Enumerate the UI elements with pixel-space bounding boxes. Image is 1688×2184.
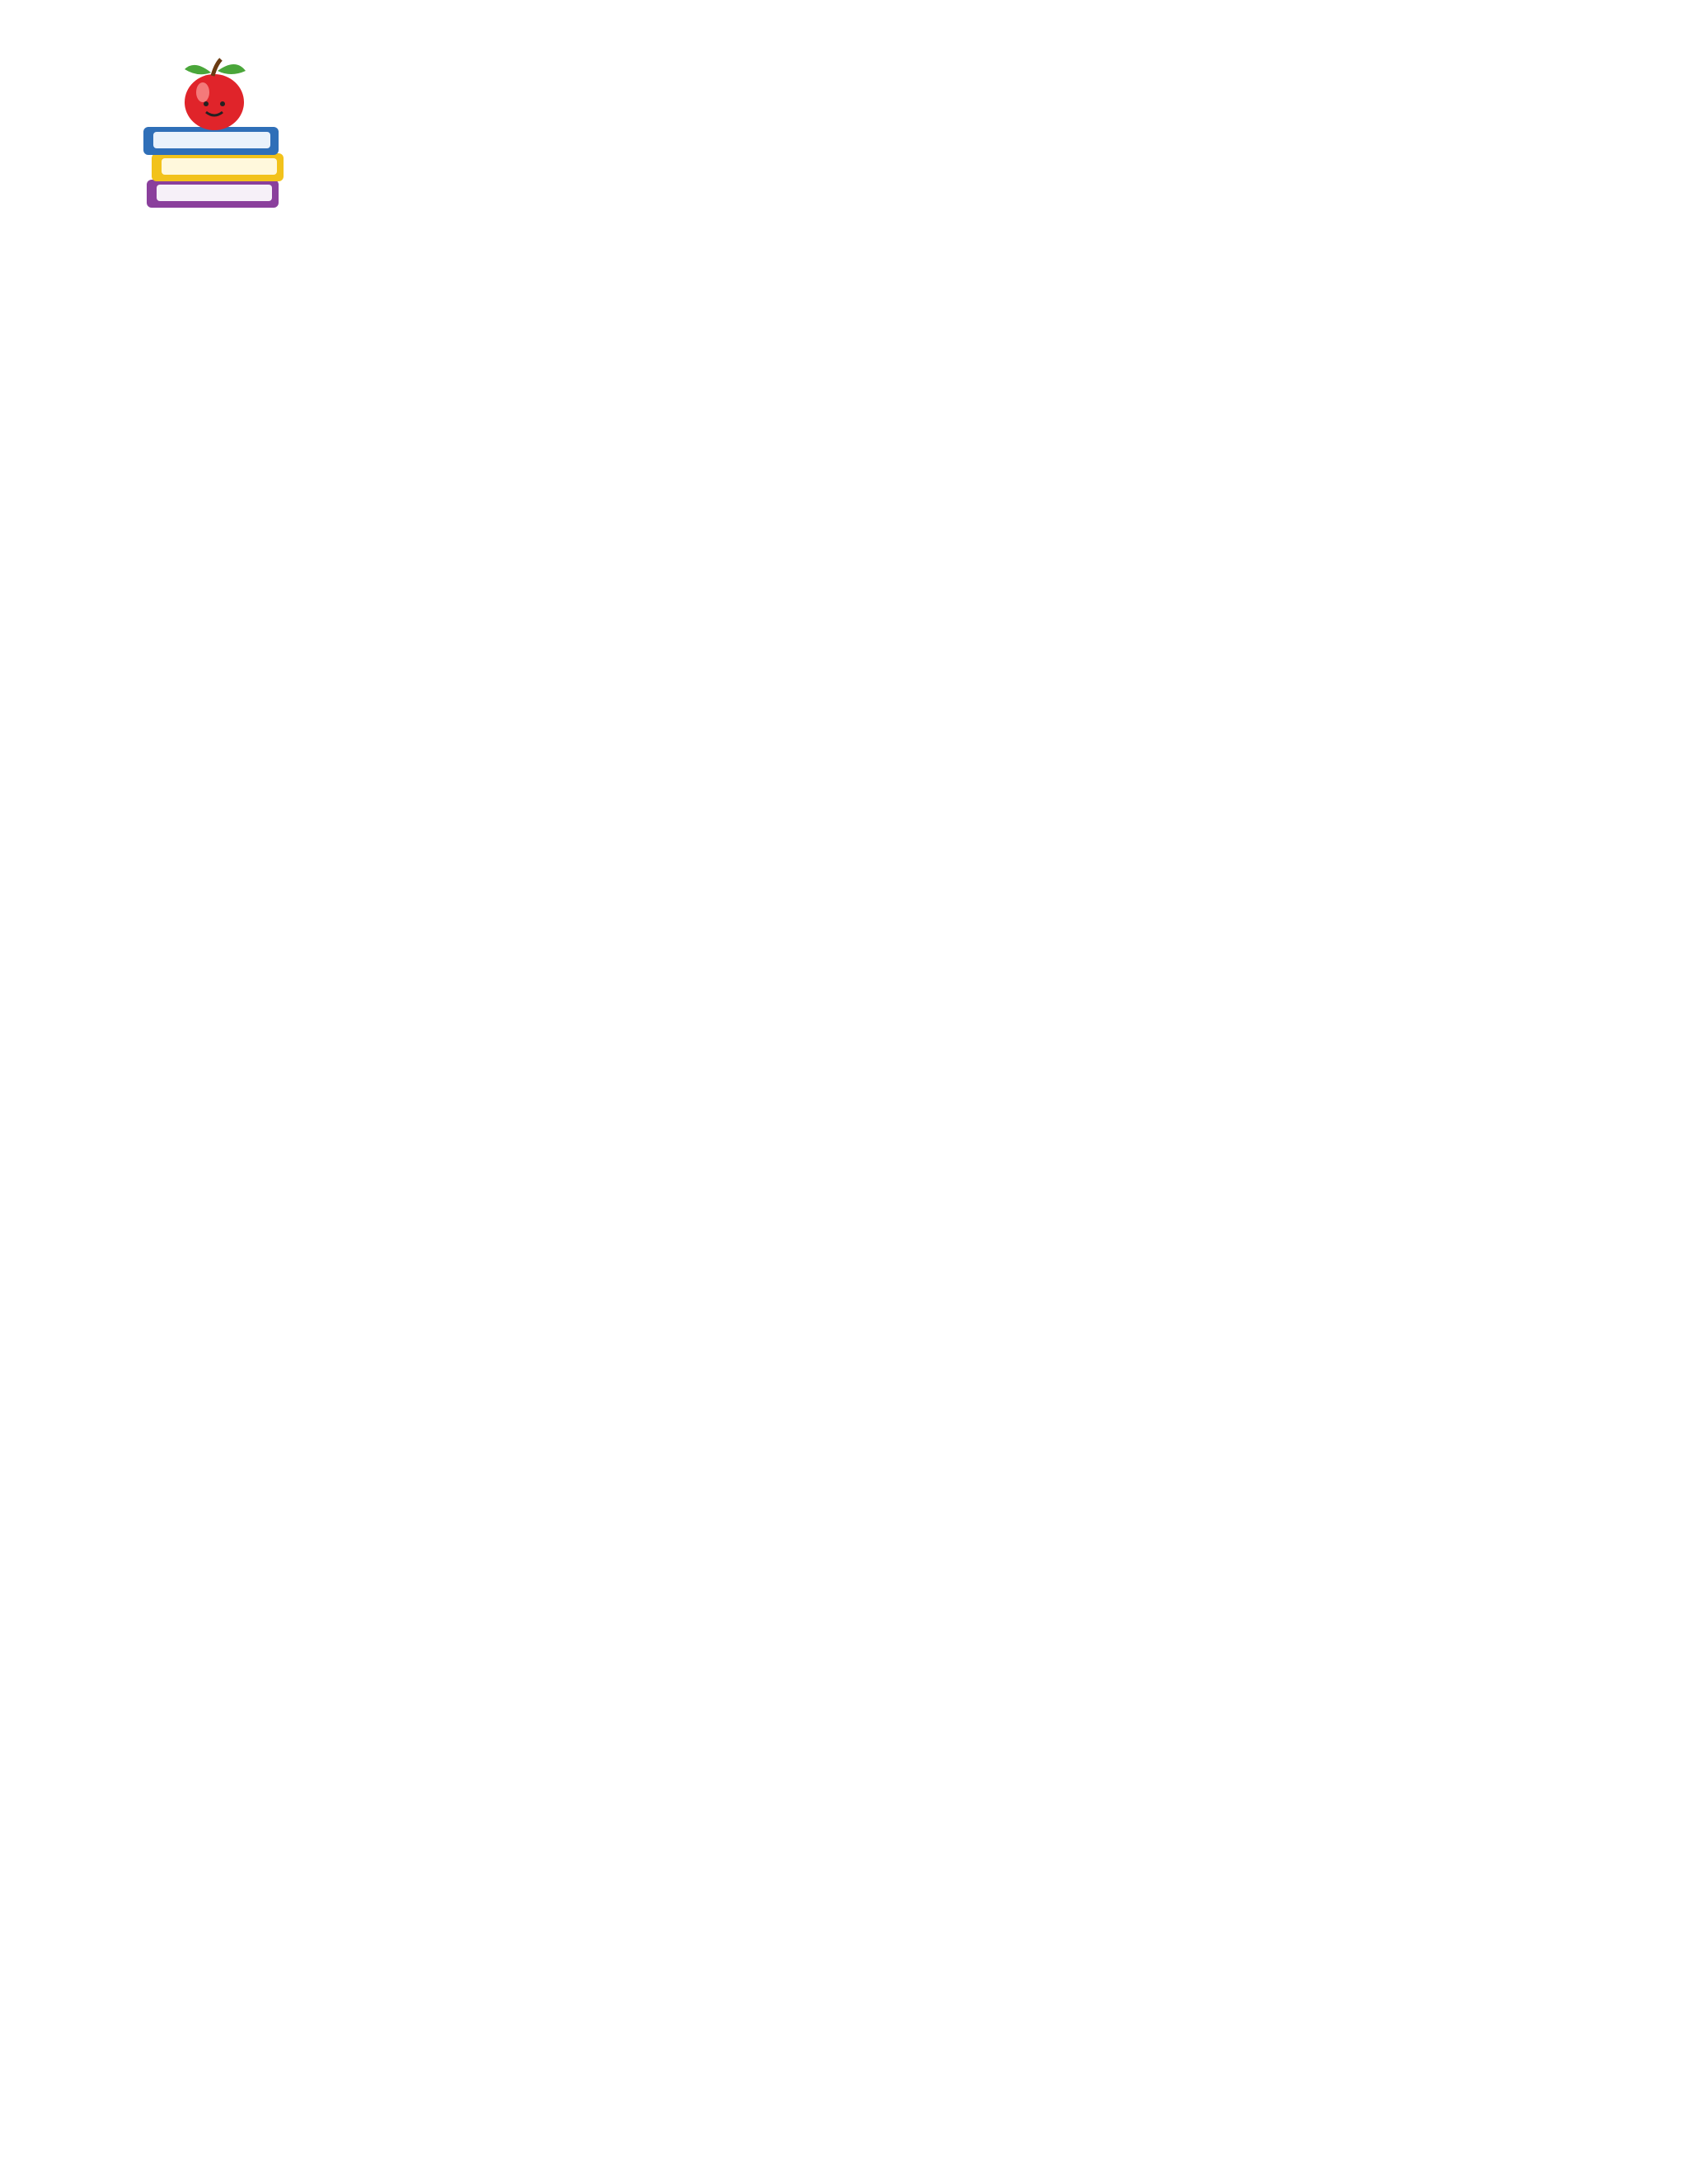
apple-on-books-icon [140, 56, 288, 213]
bird-flower-border [140, 1957, 1550, 2015]
flower-mushroom-border [157, 204, 1508, 264]
